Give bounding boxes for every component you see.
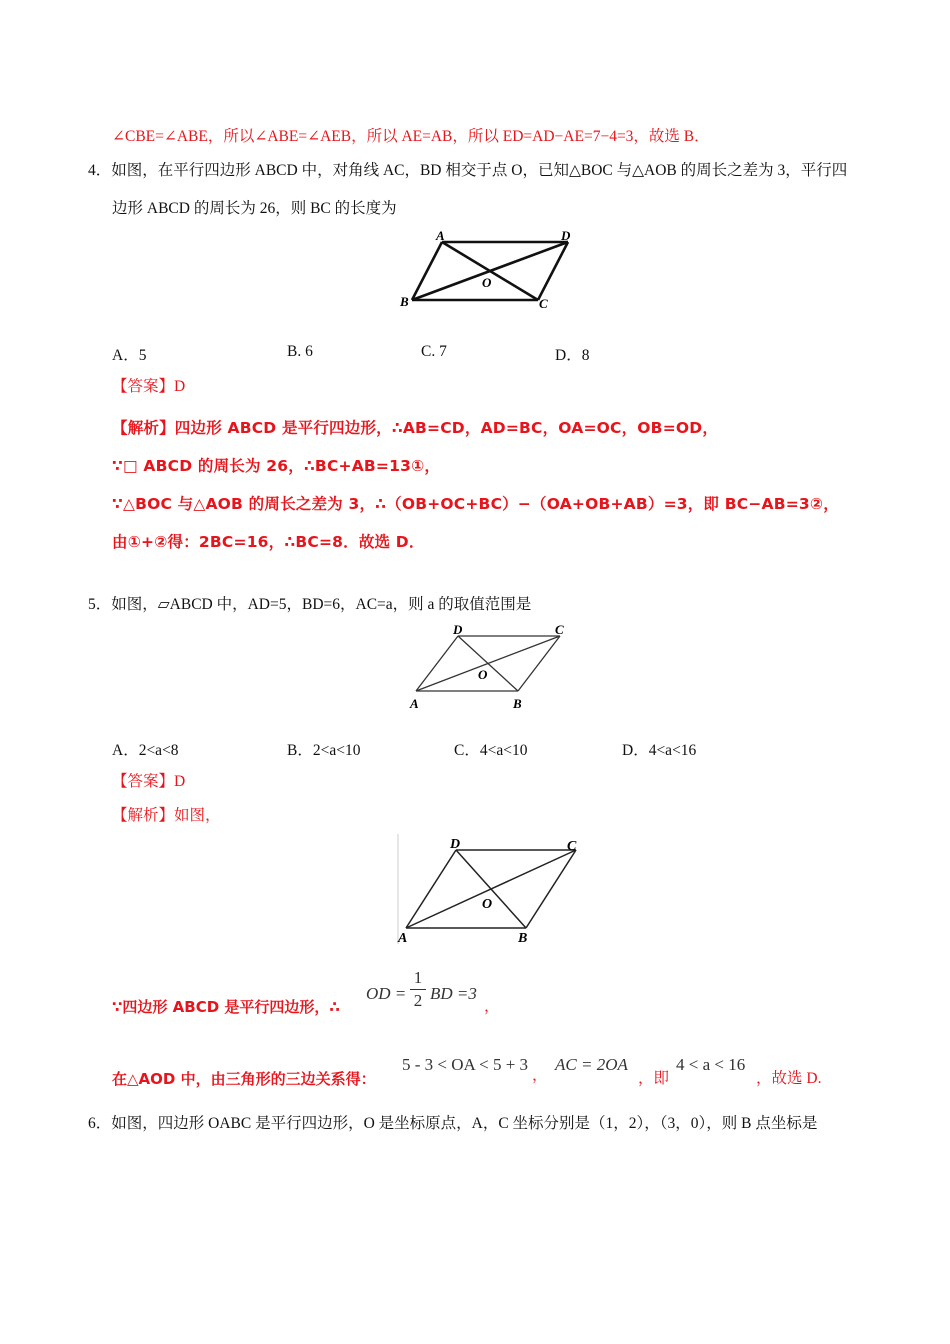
q5-formula-od-rhs: BD =3 bbox=[430, 984, 477, 1003]
q4-option-c: C. 7 bbox=[421, 343, 447, 360]
q5-parallelogram-figure bbox=[402, 620, 577, 714]
q5-option-b: B．2<a<10 bbox=[287, 742, 361, 759]
q5-option-a: A．2<a<8 bbox=[112, 742, 179, 759]
q5-analysis-figure bbox=[394, 830, 584, 948]
q4-label-o: O bbox=[482, 275, 492, 290]
q4-stem-line2: 边形 ABCD 的周长为 26，则 BC 的长度为 bbox=[112, 200, 397, 217]
q5-answer: 【答案】D bbox=[112, 773, 186, 790]
q5-ending: ，故选 D. bbox=[756, 1070, 822, 1087]
q5-fig2-label-o: O bbox=[482, 897, 493, 912]
q5-since-text: ∵四边形 ABCD 是平行四边形，∴ bbox=[112, 998, 340, 1016]
q5-ji-text: ，即 bbox=[638, 1070, 670, 1087]
q4-option-d: D．8 bbox=[555, 347, 590, 364]
q5-in-triangle-text: 在△AOD 中，由三角形的三边关系得： bbox=[112, 1070, 376, 1088]
q5-option-d: D．4<a<16 bbox=[622, 742, 697, 759]
q5-formula-od-den: 2 bbox=[413, 991, 423, 1010]
q4-option-a: A．5 bbox=[112, 347, 147, 364]
q5-fig2-label-c: C bbox=[567, 839, 577, 854]
q5-label-a: A bbox=[410, 696, 419, 711]
q5-formula-od-lhs: OD = bbox=[366, 984, 407, 1003]
q5-label-b: B bbox=[513, 696, 522, 711]
q4-answer: 【答案】D bbox=[112, 378, 186, 395]
q4-label-c: C bbox=[539, 296, 548, 311]
q5-fig2-label-a: A bbox=[398, 931, 408, 946]
q5-label-o: O bbox=[478, 667, 488, 682]
q5-formula-od-num: 1 bbox=[413, 968, 423, 987]
q5-label-c: C bbox=[555, 622, 564, 637]
q4-label-d: D bbox=[561, 228, 571, 243]
q4-analysis-line3: ∵△BOC 与△AOB 的周长之差为 3，∴（OB+OC+BC）−（OA+OB+AB）=3，即 BC−AB=3②， bbox=[112, 495, 839, 513]
q5-fig2-label-b: B bbox=[518, 931, 528, 946]
q4-stem-line1: 4．如图，在平行四边形 ABCD 中，对角线 AC，BD 相交于点 O，已知△BOC 与△AOB 的周长之差为 3，平行四 bbox=[88, 162, 848, 179]
q5-fig2-label-d: D bbox=[450, 837, 461, 852]
q6-stem-line1: 6．如图，四边形 OABC 是平行四边形，O 是坐标原点，A，C 坐标分别是（1，2），（3，0），则 B 点坐标是 bbox=[88, 1115, 818, 1132]
q4-analysis-line2: ∵□ ABCD 的周长为 26，∴BC+AB=13①， bbox=[112, 457, 441, 475]
q4-analysis-line4: 由①+②得：2BC=16，∴BC=8．故选 D． bbox=[112, 533, 425, 551]
q5-formula-od bbox=[364, 970, 494, 1020]
q3-solution-tail: ∠CBE=∠ABE，所以∠ABE=∠AEB，所以 AE=AB，所以 ED=AD−AE=7−4=3，故选 B． bbox=[112, 128, 710, 145]
q5-option-c: C．4<a<10 bbox=[454, 742, 528, 759]
q5-formula-ac: AC = 2OA bbox=[555, 1055, 628, 1074]
q4-label-b: B bbox=[400, 294, 409, 309]
q5-stem-line1: 5．如图，▱ABCD 中，AD=5，BD=6，AC=a，则 a 的取值范围是 bbox=[88, 596, 532, 613]
q5-analysis-head: 【解析】如图， bbox=[112, 807, 221, 824]
q5-label-d: D bbox=[453, 622, 463, 637]
q5-formula-comma: ， bbox=[484, 998, 500, 1015]
q4-parallelogram-figure bbox=[396, 226, 576, 312]
q4-label-a: A bbox=[436, 228, 445, 243]
q4-analysis-line1: 【解析】四边形 ABCD 是平行四边形，∴AB=CD，AD=BC，OA=OC，OB=OD， bbox=[112, 419, 719, 437]
q4-option-b: B. 6 bbox=[287, 343, 313, 360]
q5-formula-range: 4 < a < 16 bbox=[676, 1055, 746, 1074]
q5-formula-sep: ， bbox=[532, 1067, 548, 1084]
q5-formula-inequality: 5 - 3 < OA < 5 + 3 bbox=[402, 1055, 529, 1074]
